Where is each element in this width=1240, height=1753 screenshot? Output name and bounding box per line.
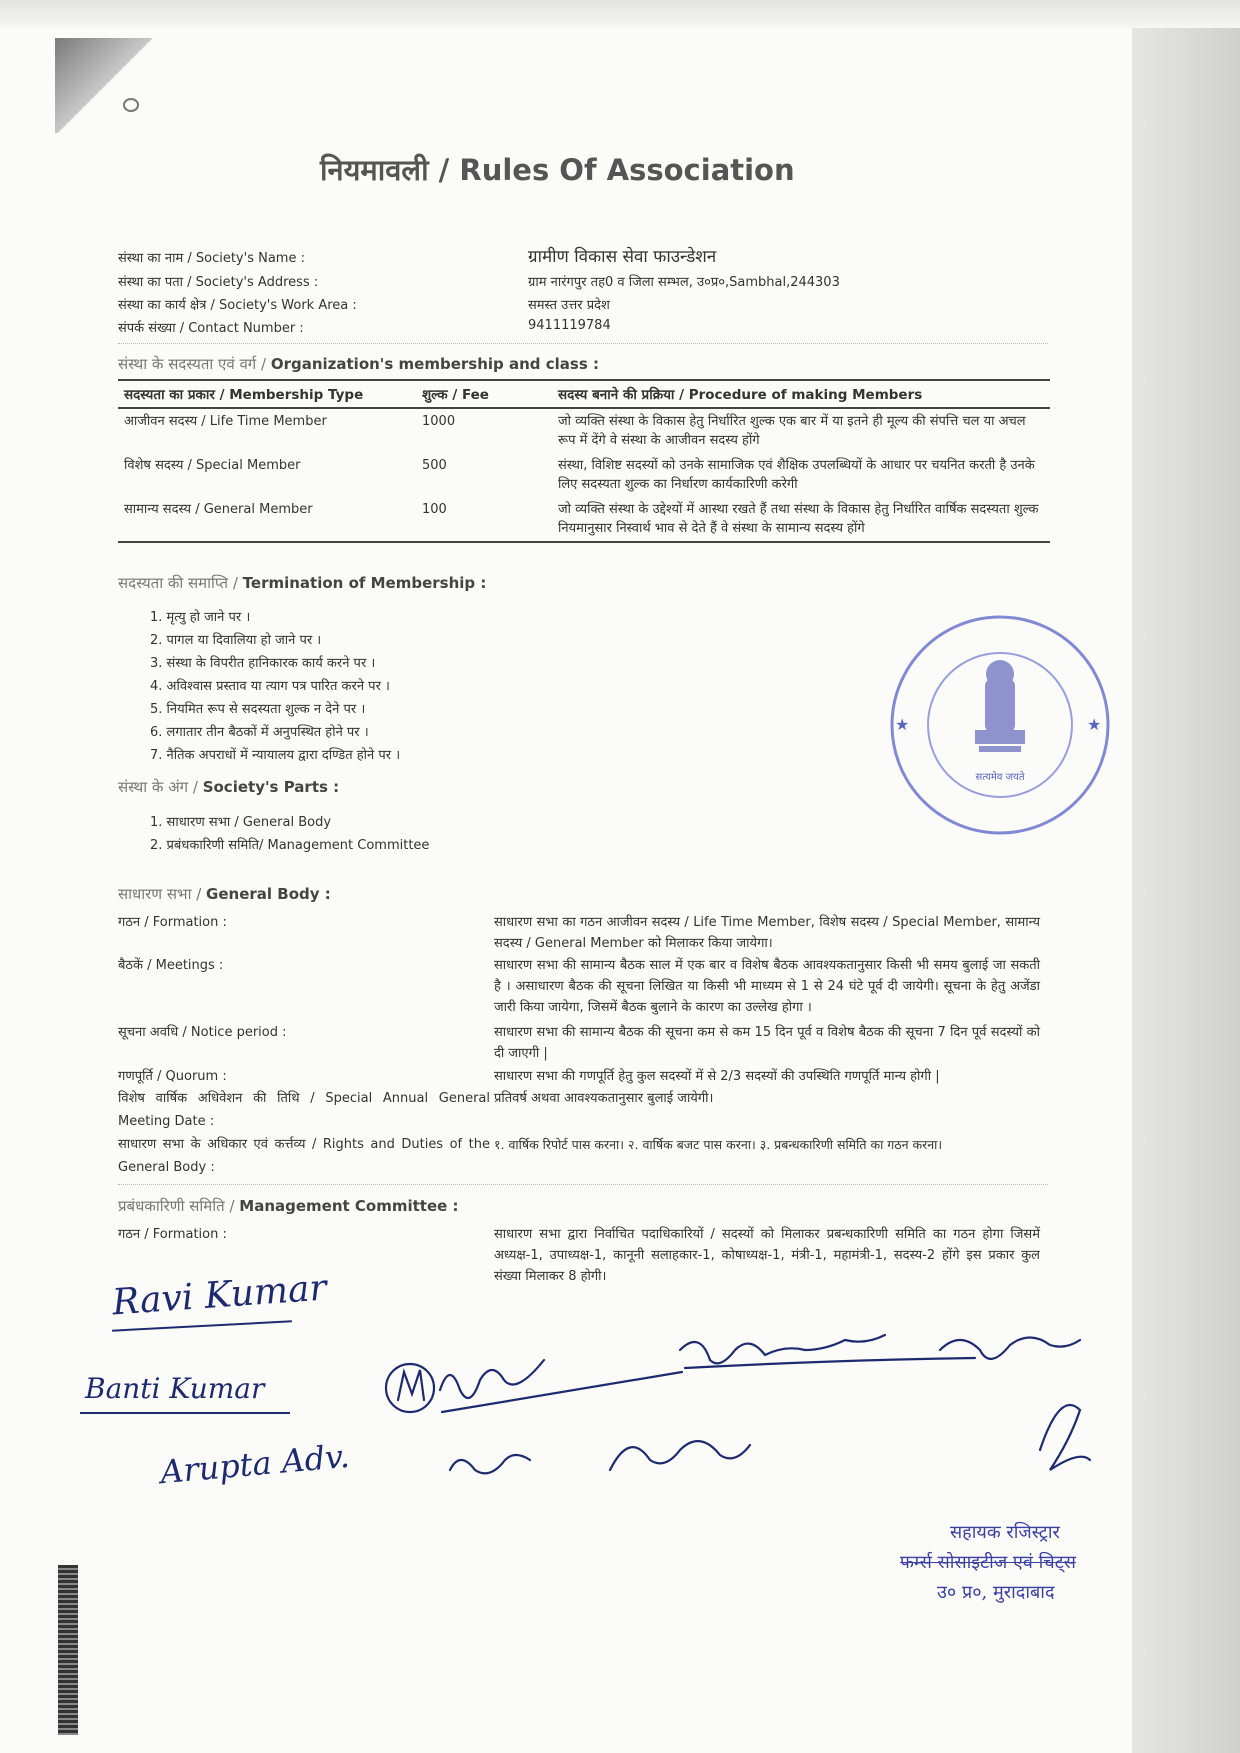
society-parts-list	[150, 811, 429, 857]
column-header: सदस्यता का प्रकार / Membership Type	[118, 380, 416, 408]
annual-meeting-row	[118, 1087, 1048, 1133]
meetings-text: साधारण सभा की सामान्य बैठक साल में एक बार व विशेष बैठक आवश्यकतानुसार किसी भी समय बुलाई जा सकती है । असाधारण बैठक की सूचना लिखित या किसी भी माध्यम से 1 से 24 घंटे पूर्व दी जायेगी। सूचना के हेतु अजेंडा जारी किया जायेगा, जिसमें बैठक बुलाने के कारण का उल्लेख होगा ।	[494, 958, 1040, 1015]
signature-underline	[80, 1412, 290, 1414]
management-heading: प्रबंधकारिणी समिति / Management Committee :	[118, 1197, 459, 1215]
membership-heading: संस्था के सदस्यता एवं वर्ग / Organization's membership and class :	[118, 355, 599, 373]
scan-edge-bar	[58, 1565, 78, 1735]
membership-fee: 500	[422, 458, 447, 473]
management-formation-label: गठन / Formation :	[118, 1227, 227, 1242]
list-item: 5. नियमित रूप से सदस्यता शुल्क न देने पर ।	[150, 702, 366, 717]
notice-period-text: साधारण सभा की सामान्य बैठक की सूचना कम से कम 15 दिन पूर्व व विशेष बैठक की सूचना 7 दिन पूर्व सदस्यों को दी जाएगी |	[494, 1025, 1040, 1061]
punch-hole-icon	[123, 98, 139, 112]
list-item: 1. साधारण सभा / General Body	[150, 815, 332, 830]
membership-type: सामान्य सदस्य / General Member	[118, 497, 416, 542]
annual-meeting-text: प्रतिवर्ष अथवा आवश्यकतानुसार बुलाई जायेगी।	[494, 1091, 714, 1106]
signature-ravi-kumar: Ravi Kumar	[110, 1267, 328, 1324]
notice-period-label: सूचना अवधि / Notice period :	[118, 1025, 287, 1040]
membership-type: विशेष सदस्य / Special Member	[124, 458, 301, 473]
list-item: 1. मृत्यु हो जाने पर ।	[150, 610, 251, 625]
society-address-label: संस्था का पता / Society's Address :	[118, 275, 319, 290]
formation-text: साधारण सभा का गठन आजीवन सदस्य / Life Time Member, विशेष सदस्य / Special Member, सामान्य सदस्य / General Member को मिलाकर किया जायेगा।	[494, 915, 1040, 951]
membership-procedure: संस्था, विशिष्ट सदस्यों को उनके सामाजिक एवं शैक्षिक उपलब्धियों के आधार पर चयनित करती है उनके लिए सदस्यता शुल्क का निर्धारण कार्यकारिणी करेगी	[558, 458, 1035, 492]
quorum-text: साधारण सभा की गणपूर्ति हेतु कुल सदस्यों में से 2/3 सदस्यों की उपस्थिति गणपूर्ति मान्य होगी |	[494, 1069, 940, 1084]
termination-heading: सदस्यता की समाप्ति / Termination of Membership :	[118, 574, 487, 592]
table-row	[118, 408, 1050, 453]
svg-text:★: ★	[1087, 715, 1102, 734]
quorum-label: गणपूर्ति / Quorum :	[118, 1069, 227, 1084]
annual-meeting-label: विशेष वार्षिक अधिवेशन की तिथि / Special Annual General Meeting Date :	[118, 1091, 490, 1129]
society-parts-heading: संस्था के अंग / Society's Parts :	[118, 778, 340, 796]
general-body-heading: साधारण सभा / General Body :	[118, 885, 331, 903]
registrar-location: उ० प्र०, मुरादाबाद	[937, 1582, 1055, 1603]
table-row	[118, 497, 1050, 542]
membership-procedure: जो व्यक्ति संस्था के विकास हेतु निर्धारित शुल्क एक बार में या इतने ही मूल्य की संपत्ति चल या अचल रूप में देंगे वे संस्था के आजीवन सदस्य होंगे	[558, 414, 1026, 448]
list-item: 3. संस्था के विपरीत हानिकारक कार्य करने पर ।	[150, 656, 376, 671]
management-formation-text: साधारण सभा द्वारा निर्वाचित पदाधिकारियों / सदस्यों को मिलाकर प्रबन्धकारिणी समिति का गठन होगा जिसमें अध्यक्ष-1, उपाध्यक्ष-1, कानूनी सलाहकार-1, कोषाध्यक्ष-1, मंत्री-1, महामंत्री-1, सदस्य-2 होंगे इस प्रकार कुल संख्या मिलाकर 8 होगी।	[494, 1227, 1040, 1284]
contact-number-label: संपर्क संख्या / Contact Number :	[118, 321, 304, 336]
membership-type: आजीवन सदस्य / Life Time Member	[124, 414, 327, 429]
registrar-department: फर्म्स सोसाइटीज एवं चिट्स	[900, 1552, 1076, 1573]
signature-underline	[112, 1320, 292, 1331]
svg-text:सत्यमेव जयते: सत्यमेव जयते	[975, 772, 1025, 783]
meetings-label: बैठकें / Meetings :	[118, 958, 224, 973]
column-header: सदस्य बनाने की प्रक्रिया / Procedure of making Members	[552, 380, 1050, 408]
table-row	[118, 453, 1050, 497]
membership-procedure: जो व्यक्ति संस्था के उद्देश्यों में आस्था रखते हैं तथा संस्था के विकास हेतु निर्धारित वार्षिक सदस्यता शुल्क नियमानुसार निस्वार्थ भाव से देते हैं वे संस्था के सामान्य सदस्य होंगे	[552, 497, 1050, 542]
handwritten-signatures-icon	[380, 1320, 1160, 1510]
list-item: 7. नैतिक अपराधों में न्यायालय द्वारा दण्डित होने पर ।	[150, 748, 401, 763]
registrar-title: सहायक रजिस्ट्रार	[950, 1522, 1060, 1543]
list-item: 4. अविश्वास प्रस्ताव या त्याग पत्र पारित करने पर ।	[150, 679, 390, 694]
society-name-value: ग्रामीण विकास सेवा फाउन्डेशन	[528, 247, 717, 267]
formation-label: गठन / Formation :	[118, 915, 227, 930]
list-item: 2. पागल या दिवालिया हो जाने पर ।	[150, 633, 322, 648]
folded-corner	[55, 38, 175, 133]
membership-table	[118, 379, 1050, 543]
list-item: 6. लगातार तीन बैठकों में अनुपस्थित होने पर ।	[150, 725, 369, 740]
scan-shadow-top	[0, 0, 1240, 28]
rights-duties-label: साधारण सभा के अधिकार एवं कर्त्तव्य / Rights and Duties of the General Body :	[118, 1137, 490, 1175]
rights-duties-text: १. वार्षिक रिपोर्ट पास करना। २. वार्षिक बजट पास करना। ३. प्रबन्धकारिणी समिति का गठन करना।	[494, 1137, 943, 1152]
termination-list	[150, 606, 400, 767]
society-name-label: संस्था का नाम / Society's Name :	[118, 251, 305, 266]
society-work-area-label: संस्था का कार्य क्षेत्र / Society's Work Area :	[118, 298, 357, 313]
svg-text:★: ★	[895, 715, 910, 734]
society-work-area-value: समस्त उत्तर प्रदेश	[528, 298, 610, 313]
membership-fee: 100	[416, 497, 552, 542]
divider	[118, 343, 1048, 344]
column-header: शुल्क / Fee	[416, 380, 552, 408]
society-address-value: ग्राम नारंगपुर तह0 व जिला सम्भल, उ०प्र०,Sambhal,244303	[528, 275, 840, 290]
membership-fee: 1000	[422, 414, 456, 429]
signature-banti-kumar: Banti Kumar	[85, 1372, 265, 1405]
rights-duties-row	[118, 1133, 1048, 1179]
divider	[118, 1184, 1048, 1185]
list-item: 2. प्रबंधकारिणी समिति/ Management Committee	[150, 838, 430, 853]
contact-number-value: 9411119784	[528, 318, 611, 333]
official-seal-icon	[875, 600, 1125, 850]
page-title: नियमावली / Rules Of Association	[320, 153, 795, 187]
signature-arupta-adv: Arupta Adv.	[158, 1436, 351, 1492]
